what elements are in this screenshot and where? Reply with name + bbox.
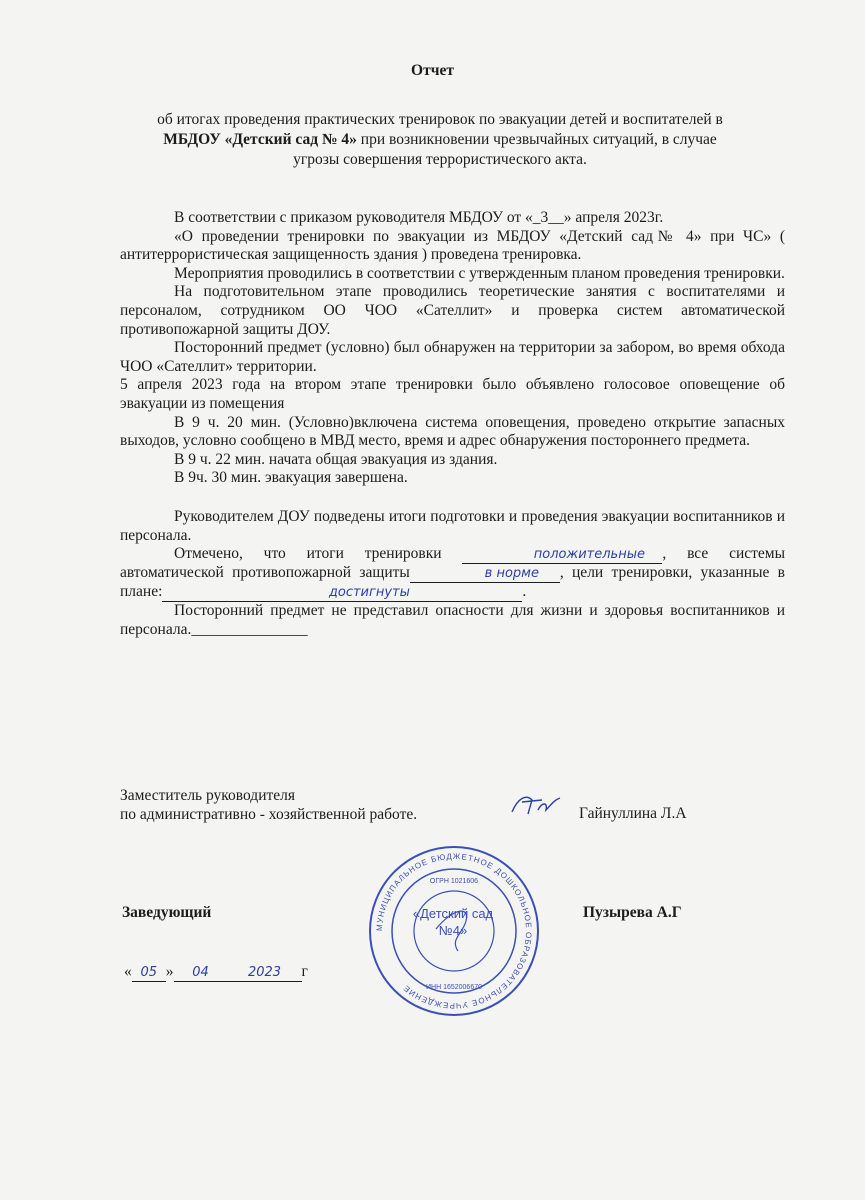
paragraph-summary: Руководителем ДОУ подведены итоги подготовки и проведения эвакуации воспитанников и персонала. (120, 507, 785, 544)
results-text-d: . (522, 583, 527, 601)
paragraph-plan: Мероприятия проводились в соответствии с утвержденным планом проведения тренировки. (174, 264, 785, 282)
handwritten-systems: в норме (410, 566, 560, 583)
seal-center-text (388, 905, 518, 939)
results-text-b: , все системы автоматической противопожарной защиты (120, 545, 786, 582)
seal-inn: ИНН 1652006670 (425, 984, 483, 991)
paragraph-order-title: «О проведении тренировки по эвакуации из МБДОУ «Детский сад№ 4» при ЧС» ( антитеррористическая защищенность здания ) проведена тренировка. (120, 227, 785, 264)
date-close-quote: » (165, 963, 174, 980)
paragraph-preparation: На подготовительном этапе проводились теоретические занятия с воспитателями и персоналом, сотрудником ОО ЧОО «Сателлит» и проверка систем автоматической противопожарной защиты ДОУ. (120, 283, 785, 338)
handwritten-result: положительные (462, 547, 662, 564)
handwritten-goals: достигнуты (162, 585, 522, 602)
seal-ogrn: ОГРН 1021606 (429, 878, 479, 885)
date-day: 05 (132, 965, 166, 982)
deputy-role-line-2: по административно - хозяйственной работе. (120, 806, 418, 823)
deputy-signature (508, 790, 568, 820)
deputy-role-line-1: Заместитель руководителя (120, 787, 296, 804)
report-title: Отчет (411, 62, 454, 79)
head-role: Заведующий (122, 904, 212, 921)
seal-center-line-1: «Детский сад (412, 906, 494, 921)
paragraph-order: В соответствии с приказом руководителя МБДОУ от «_3__» апреля 2023г. (174, 209, 664, 226)
report-body (120, 209, 785, 639)
document-date (124, 963, 308, 982)
date-year: 2023 (228, 965, 302, 982)
deputy-role (120, 786, 417, 824)
date-open-quote: « (124, 963, 132, 980)
paragraph-second-stage: 5 апреля 2023 года на втором этапе тренировки было объявлено голосовое оповещение об эвакуации из помещения (120, 376, 785, 412)
paragraph-alert: В 9 ч. 20 мин. (Условно)включена система оповещения, проведено открытие запасных выходов, условно сообщено в МВД место, время и адрес обнаружения постороннего предмета. (120, 413, 785, 450)
paragraph-object-found: Посторонний предмет (условно) был обнаружен на территории за забором, во время обхода ЧОО «Сателлит» территории. (120, 339, 785, 375)
deputy-name: Гайнуллина Л.А (579, 805, 687, 822)
subtitle-line-1: об итогах проведения практических тренировок по эвакуации детей и воспитателей в (157, 111, 723, 128)
paragraph-conclusion: Посторонний предмет не представил опасности для жизни и здоровья воспитанников и персонала._______________ (120, 602, 785, 638)
report-subtitle (115, 110, 765, 170)
paragraph-evacuation-end: В 9ч. 30 мин. эвакуация завершена. (174, 469, 408, 487)
paragraph-results (120, 545, 785, 602)
date-suffix: г (301, 963, 308, 980)
seal-ring-text: МУНИЦИПАЛЬНОЕ БЮДЖЕТНОЕ ДОШКОЛЬНОЕ ОБРАЗОВАТЕЛЬНОЕ УЧРЕЖДЕНИЕ (374, 851, 534, 1011)
results-text-a: Отмечено, что итоги тренировки (174, 545, 463, 563)
subtitle-institution: МБДОУ «Детский сад № 4» (163, 131, 357, 148)
head-name: Пузырева А.Г (583, 904, 682, 921)
subtitle-line-3: угрозы совершения террористического акта. (293, 151, 587, 168)
seal-center-line-2: №4» (438, 923, 468, 938)
date-month: 04 (174, 965, 228, 982)
paragraph-evacuation-start: В 9 ч. 22 мин. начата общая эвакуация из здания. (174, 450, 498, 468)
subtitle-line-2: при возникновении чрезвычайных ситуаций, в случае (356, 131, 717, 148)
results-text-c: , цели тренировки, указанные в плане: (120, 564, 785, 601)
